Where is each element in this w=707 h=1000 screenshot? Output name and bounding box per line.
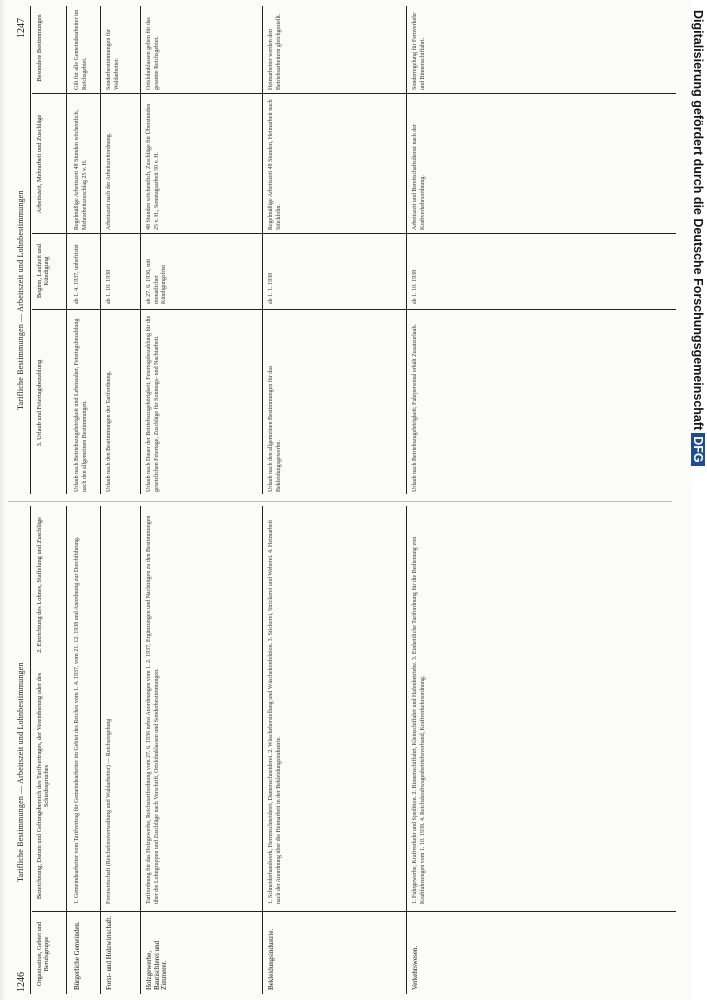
right-page-number: 1247: [16, 18, 27, 38]
right-row-cell: Urlaub nach Betriebszugehörigkeit; Fahrpersonal erhält Zusatzurlaub.: [412, 324, 418, 492]
left-row-rule: [140, 506, 141, 994]
right-column-rule: [32, 93, 676, 94]
right-row-cell: ab 1. 1. 1938: [268, 272, 274, 304]
right-row-cell: Arbeitszeit nach der Arbeitszeitordnung.: [106, 132, 112, 230]
right-row-cell: Regelmäßige Arbeitszeit 48 Stunden wöchentlich, Mehrarbeitszuschlag 25 v. H.: [74, 109, 88, 230]
left-header-contract: Bezeichnung, Datum und Geltungsbereich des Tarifvertrages, der Vereinbarung oder des Schiedsspruches: [36, 672, 51, 900]
right-header-leave: 3. Urlaub und Feiertagsbezahlung: [36, 359, 43, 447]
left-row-rule: [262, 506, 263, 994]
right-column-rule: [32, 233, 676, 234]
right-running-head: Tarifliche Bestimmungen — Arbeitszeit und Lohnbestimmungen: [16, 190, 25, 410]
right-header-term: Beginn, Laufzeit und Kündigung: [36, 243, 51, 299]
right-header-hours: Arbeitszeit, Mehrarbeit und Zuschläge: [36, 114, 43, 214]
right-row-cell: Urlaub nach Betriebszugehörigkeit und Lebensalter, Feiertagsbezahlung nach den allgemeinen Bestimmungen.: [74, 318, 88, 492]
left-row-text: Tarifordnung für das Holzgewerbe, Reichstarifordnung vom 27. 6. 1936 nebst Anordnungen vom 1. 2. 1937, Ergänzungen und Nachträgen zu den Bestimmungen über die Lohngruppen und Zuschläge nach Vorschrift, Ortslohnklassen und Sonderbestimmungen.: [146, 515, 160, 904]
right-row-cell: ab 1. 10. 1938: [106, 269, 112, 304]
left-column-rule: [32, 911, 676, 912]
right-header-special: Besondere Bestimmungen: [36, 14, 43, 82]
right-row-cell: ab 1. 4. 1937, unbefristet: [74, 244, 80, 304]
right-row-cell: Regelmäßige Arbeitszeit 48 Stunden, Heimarbeit nach Stücklohn.: [268, 99, 282, 230]
left-row-rule: [406, 506, 407, 994]
right-row-rule: [262, 6, 263, 494]
left-row-label: Verkehrswesen.: [411, 945, 419, 990]
left-header-org: Organisation, Gebiet und Berufsgruppe: [36, 921, 51, 987]
left-row-text: Forstwirtschaft (Reichsforstverwaltung und Waldarbeiter) — Reichsregelung: [106, 718, 112, 904]
left-header-wages: 2. Einrichtung des Lohnes, Staffelung und Zuschläge: [36, 517, 43, 653]
dfg-logo: DFG: [691, 433, 705, 465]
right-top-rule: [30, 6, 31, 494]
left-row-label: Bekleidungsindustrie.: [267, 928, 275, 990]
right-row-cell: Sonderregelung für Fernverkehr und Binnenschiffahrt.: [412, 12, 426, 90]
digitization-note-text: Digitalisierung gefördert durch die Deutsche Forschungsgemeinschaft: [691, 10, 705, 431]
left-page-number: 1246: [16, 972, 27, 992]
right-row-cell: ab 1. 10. 1938: [412, 269, 418, 304]
right-row-cell: Urlaub nach den allgemeinen Bestimmungen für das Bekleidungsgewerbe.: [268, 365, 282, 492]
left-row-text: 1. Fuhrgewerbe, Kraftverkehr und Spedition. 2. Binnenschiffahrt, Kleinschiffahrt und Hafenbetriebe. 3. Einheitliche Tarifordnung für die Bedienung von Kraftfahrzeugen vom 1. 10. 1938. 4. Reichskraftwagenbetriebsverband, Kraftverkehrsordnung.: [412, 536, 426, 904]
digitization-sidebar: [691, 0, 707, 1000]
left-header-rule: [66, 506, 67, 994]
left-row-text: 1. Schneiderhandwerk, Herrenschneiderei, Damenschneiderei. 2. Wäscheherstellung und Wäschekonfektion. 3. Stickerei, Strickerei und Weberei. 4. Heimarbeit nach der Anordnung über die Heimarbeit in der Bekleidungsindustrie.: [268, 519, 282, 904]
left-row-label: Forst- und Holzwirtschaft.: [105, 915, 113, 990]
right-row-rule: [140, 6, 141, 494]
left-row-label: Holzgewerbe, Bautischlerei und Zimmerer.: [145, 940, 169, 990]
right-header-rule: [66, 6, 67, 494]
right-row-cell: Urlaub nach Dauer der Betriebszugehörigkeit, Feiertagsbezahlung für die gesetzlichen Feiertage, Zuschläge für Sonntags- und Nachtarbeit.: [146, 315, 160, 492]
right-column-rule: [32, 309, 676, 310]
right-row-cell: Gilt für alle Gemeindearbeiter im Reichsgebiet.: [74, 9, 88, 90]
right-row-cell: Heimarbeiter werden den Betriebsarbeitern gleichgestellt.: [268, 13, 282, 90]
left-row-rule: [100, 506, 101, 994]
right-row-cell: Sonderbestimmungen für Waldarbeiter.: [106, 29, 120, 90]
right-row-cell: Urlaub nach den Bestimmungen der Tarifordnung.: [106, 370, 112, 492]
left-top-rule: [30, 506, 31, 994]
right-row-cell: ab 27. 6. 1936, mit monatlicher Kündigungsfrist: [146, 258, 168, 304]
right-page: [0, 0, 680, 500]
page-gutter: [8, 501, 672, 502]
right-row-cell: Ortslohnklassen gelten für das gesamte Reichsgebiet.: [146, 17, 160, 90]
right-row-cell: 48 Stunden wöchentlich, Zuschläge für Überstunden 25 v. H., Sonntagsarbeit 50 v. H.: [146, 103, 160, 230]
left-row-label: Bürgerliche Gemeinden.: [73, 921, 81, 990]
right-row-rule: [100, 6, 101, 494]
left-running-head: Tarifliche Bestimmungen — Arbeitszeit und Lohnbestimmungen: [16, 662, 25, 882]
right-row-rule: [406, 6, 407, 494]
left-row-text: 1. Gemeindearbeiter vom Tarifvertrag für Gemeindearbeiter im Gebiet des Reiches vom 1. 4. 1937, vom 21. 12. 1938 und Anordnung zur Durchführung.: [74, 536, 80, 904]
left-page: [0, 500, 680, 1000]
digitization-note: [691, 10, 705, 910]
right-row-cell: Arbeitszeit und Bereitschaftsdienst nach der Kraftverkehrsordnung.: [412, 124, 426, 230]
